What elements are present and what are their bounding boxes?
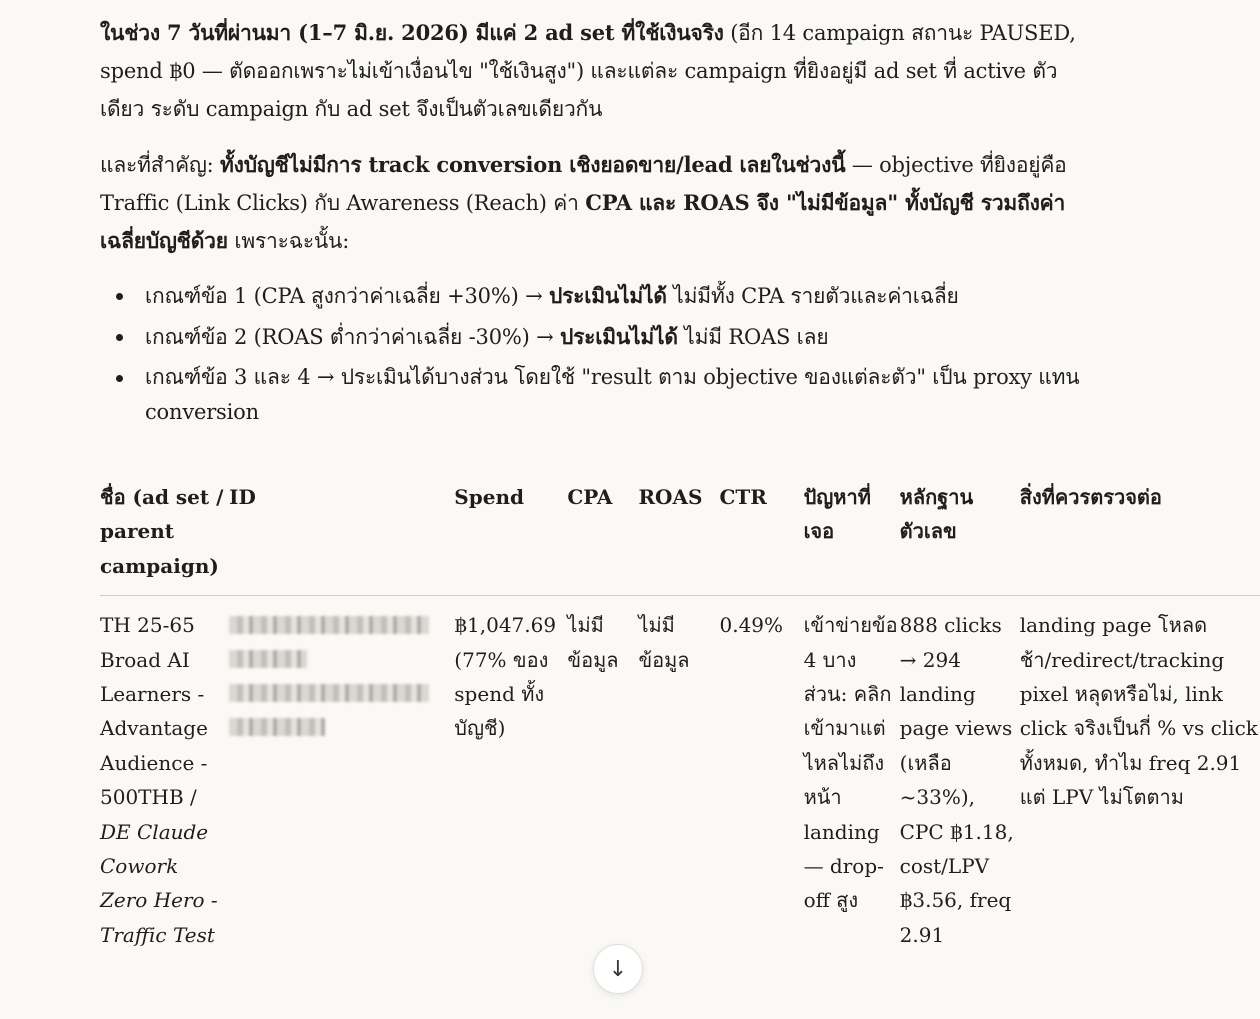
adset-table-container[interactable] xyxy=(100,480,1258,1019)
cell-evidence: 888 clicks → 294 landing page views (เหลือ ~33%), CPC ฿1.18, cost/LPV ฿3.56, freq 2.91 xyxy=(899,613,1014,947)
cell-id-redacted xyxy=(229,596,454,953)
adset-table xyxy=(100,480,1260,952)
criteria-1-text: เกณฑ์ข้อ 1 (CPA สูงกว่าค่าเฉลี่ย +30%) → xyxy=(145,284,549,308)
header-evidence: หลักฐานตัวเลข xyxy=(900,480,1020,596)
intro-p1-bold: ในช่วง 7 วันที่ผ่านมา (1–7 มิ.ย. 2026) มีแค่ 2 ad set ที่ใช้เงินจริง xyxy=(100,20,724,45)
redacted-id-line xyxy=(229,710,454,744)
criteria-3-text: เกณฑ์ข้อ 3 และ 4 → ประเมินได้บางส่วน โดยใช้ "result ตาม objective ของแต่ละตัว" เป็น proxy แทน conversion xyxy=(145,365,1080,424)
criteria-item-1 xyxy=(145,278,1100,314)
criteria-1-verdict: ประเมินไม่ได้ xyxy=(548,283,667,308)
arrow-down-icon: ↓ xyxy=(608,956,628,982)
redacted-id-line xyxy=(229,608,454,642)
table-row xyxy=(100,596,1260,953)
message-content xyxy=(100,14,1100,435)
intro-p2-bold-2: CPA และ ROAS จึง "ไม่มีข้อมูล" ทั้งบัญชี รวมถึงค่าเฉลี่ยบัญชีด้วย xyxy=(100,190,1066,253)
cell-roas: ไม่มีข้อมูล xyxy=(638,613,690,672)
cell-name xyxy=(100,596,229,953)
cell-cpa: ไม่มีข้อมูล xyxy=(567,613,619,672)
cell-check: landing page โหลดช้า/redirect/tracking pixel หลุดหรือไม่, link click จริงเป็นกี่ % vs click ทั้งหมด, ทำไม freq 2.91 แต่ LPV ไม่โตตาม xyxy=(1019,613,1258,810)
header-name: ชื่อ (ad set / parent campaign) xyxy=(100,480,229,596)
scroll-to-bottom-button[interactable] xyxy=(593,944,643,994)
campaign-name: DE Claude Cowork Zero Hero - Traffic Test xyxy=(100,819,218,947)
criteria-item-2 xyxy=(145,319,1100,355)
header-cpa: CPA xyxy=(567,480,638,596)
cell-spend: ฿1,047.69 (77% ของ spend ทั้งบัญชี) xyxy=(454,613,557,741)
intro-p2-bold-1: ทั้งบัญชีไม่มีการ track conversion เชิงยอดขาย/lead เลยในช่วงนี้ xyxy=(220,152,846,177)
criteria-2-text: เกณฑ์ข้อ 2 (ROAS ต่ำกว่าค่าเฉลี่ย -30%) → xyxy=(145,325,560,349)
redacted-id-line xyxy=(229,676,454,710)
header-ctr: CTR xyxy=(720,480,804,596)
intro-p2-text-3: เพราะฉะนั้น: xyxy=(227,229,350,253)
intro-paragraph-2 xyxy=(100,146,1100,260)
cell-issue: เข้าข่ายข้อ 4 บางส่วน: คลิกเข้ามาแต่ไหลไม่ถึงหน้า landing — drop-off สูง xyxy=(803,613,898,913)
header-check: สิ่งที่ควรตรวจต่อ xyxy=(1020,480,1260,596)
cell-ctr: 0.49% xyxy=(719,613,784,638)
criteria-list xyxy=(100,278,1100,430)
header-issue: ปัญหาที่เจอ xyxy=(804,480,900,596)
criteria-1-note: ไม่มีทั้ง CPA รายตัวและค่าเฉลี่ย xyxy=(666,284,959,308)
header-id: ID xyxy=(229,480,454,596)
intro-p1-text: (อีก 14 campaign สถานะ PAUSED, spend ฿0 — ตัดออกเพราะไม่เข้าเงื่อนไข "ใช้เงินสูง") และแต่ละ campaign ที่ยิงอยู่มี ad set ที่ active ตัวเดียว ระดับ campaign กับ ad set จึงเป็นตัวเลขเดียวกัน xyxy=(100,21,1076,121)
intro-p2-text-2: — objective ที่ยิงอยู่คือ Traffic (Link Clicks) กับ Awareness (Reach) ค่า xyxy=(100,153,1067,215)
header-spend: Spend xyxy=(454,480,567,596)
criteria-item-3 xyxy=(145,360,1100,430)
criteria-2-note: ไม่มี ROAS เลย xyxy=(677,325,829,349)
intro-paragraph-1 xyxy=(100,14,1100,128)
criteria-2-verdict: ประเมินไม่ได้ xyxy=(559,324,678,349)
intro-p2-text-1: และที่สำคัญ: xyxy=(100,153,221,177)
adset-name: TH 25-65 Broad AI Learners - Advantage Audience - 500THB / xyxy=(100,613,208,810)
redacted-id-line xyxy=(229,642,454,676)
header-roas: ROAS xyxy=(638,480,719,596)
table-header-row xyxy=(100,480,1260,596)
